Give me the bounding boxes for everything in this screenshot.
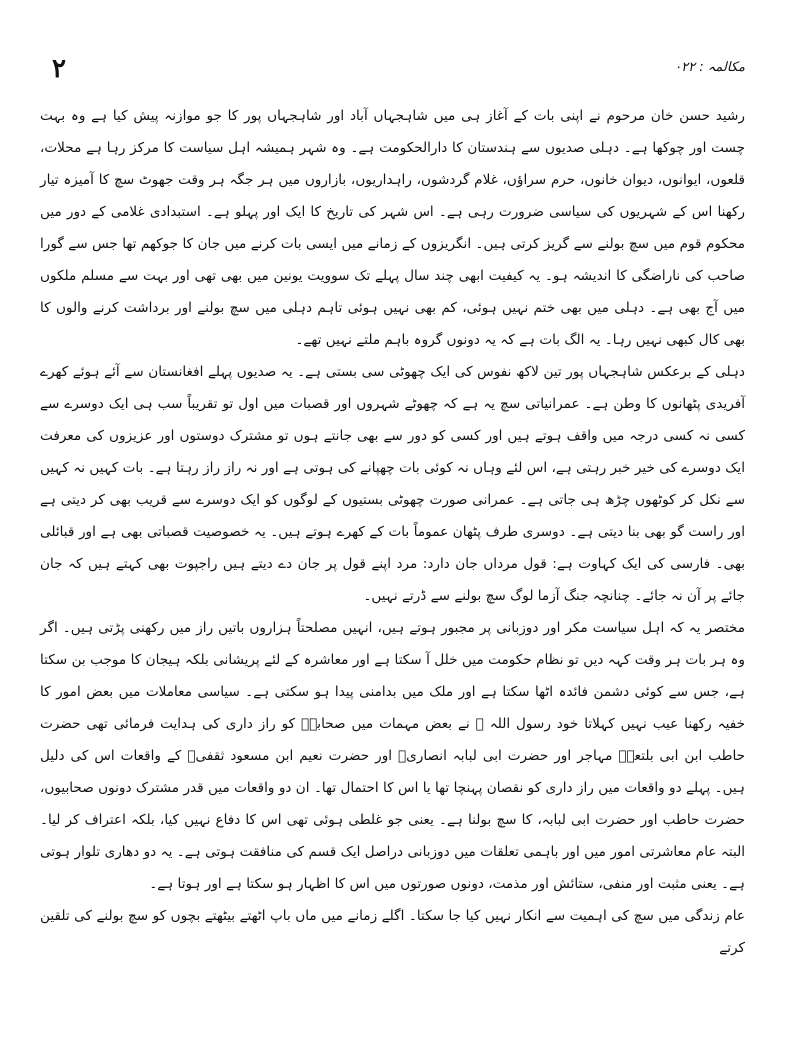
running-title: مکالمہ : ٠٢٢ [674, 60, 745, 75]
article-body [40, 100, 745, 964]
page-number: ٢ [52, 54, 66, 84]
paragraph-1: رشید حسن خان مرحوم نے اپنی بات کے آغاز ہی میں شاہجہاں آباد اور شاہجہاں پور کا جو موازنہ پیش کیا ہے وہ بہت چست اور چوکھا ہے۔ دہلی صدیوں سے ہندستان کا دارالحکومت ہے۔ وہ شہر ہمیشہ اہل سیاست کا مرکز رہا ہے محلات، قلعوں، ایوانوں، دیوان خانوں، حرم سراؤں، غلام گردشوں، راہداریوں، بازاروں میں ہر جگہ ہر وقت جھوٹ سچ کا آمیزہ تیار رکھنا اس کے شہریوں کی سیاسی ضرورت رہی ہے۔ اس شہر کی تاریخ کا ایک اور پہلو ہے۔ استبدادی غلامی کے دور میں محکوم قوم میں سچ بولنے سے گریز کرتی ہیں۔ انگریزوں کے زمانے میں ایسی بات کرنے میں جان کا جوکھم تھا جس سے گورا صاحب کی ناراضگی کا اندیشہ ہو۔ یہ کیفیت ابھی چند سال پہلے تک سوویت یونین میں بھی تھی اور بہت سے مسلم ملکوں میں آج بھی ہے۔ دہلی میں بھی ختم نہیں ہوئی، کم بھی نہیں ہوئی تاہم دہلی میں سچ بولنے اور برداشت کرنے والوں کا بھی کال کبھی نہیں رہا۔ یہ الگ بات ہے کہ یہ دونوں گروہ باہم ملتے نہیں تھے۔ [40, 108, 745, 348]
paragraph-2: دہلی کے برعکس شاہجہاں پور تین لاکھ نفوس کی ایک چھوٹی سی بستی ہے۔ یہ صدیوں پہلے افغانستان سے آئے ہوئے کھرے آفریدی پٹھانوں کا وطن ہے۔ عمرانیاتی سچ یہ ہے کہ چھوٹے شہروں اور قصبات میں اول تو تقریباً سب ہی ایک دوسرے سے کسی نہ کسی درجہ میں واقف ہوتے ہیں اور کسی کو دور سے بھی جانتے ہوں تو مشترک دوستوں اور عزیزوں کی معرفت ایک دوسرے کی خیر خبر رہتی ہے، اس لئے وہاں نہ کوئی بات چھپانے کی ہوتی ہے اور نہ راز راز رہتا ہے۔ بات کہیں نہ کہیں سے نکل کر کوٹھوں چڑھ ہی جاتی ہے۔ عمرانی صورت چھوٹی بستیوں کے لوگوں کو ایک دوسرے سے قریب بھی کر دیتی ہے اور راست گو بھی بنا دیتی ہے۔ دوسری طرف پٹھان عموماً بات کے کھرے ہوتے ہیں۔ یہ خصوصیت قصباتی بھی ہے اور قبائلی بھی۔ فارسی کی ایک کہاوت ہے: قول مرداں جان دارد: مرد اپنے قول پر جان دے دیتے ہیں راجپوت بھی کہتے ہیں کہ جان جائے پر آن نہ جائے۔ چنانچہ جنگ آزما لوگ سچ بولنے سے ڈرتے نہیں۔ [40, 364, 745, 604]
paragraph-4: عام زندگی میں سچ کی اہمیت سے انکار نہیں کیا جا سکتا۔ اگلے زمانے میں ماں باپ اٹھتے بیٹھتے بچوں کو سچ بولنے کی تلقین کرتے [40, 908, 745, 956]
page-header [40, 48, 753, 88]
paragraph-3: مختصر یہ کہ اہل سیاست مکر اور دوزبانی پر مجبور ہوتے ہیں، انہیں مصلحتاً ہزاروں باتیں راز میں رکھنی پڑتی ہیں۔ اگر وہ ہر بات ہر وقت کہہ دیں تو نظام حکومت میں خلل آ سکتا ہے اور معاشرہ کے لئے پریشانی بلکہ ہیجان کا موجب بن سکتا ہے، جس سے کوئی دشمن فائدہ اٹھا سکتا ہے اور ملک میں بدامنی پیدا ہو سکتی ہے۔ سیاسی معاملات میں بعض امور کا خفیہ رکھنا عیب نہیں کہلاتا خود رسول اللہ ﷺ نے بعض مہمات میں صحابہؓ کو راز داری کی ہدایت فرمائی تھی حضرت حاطب ابن ابی بلتعہؓ مہاجر اور حضرت ابی لبابہ انصاریؓ اور حضرت نعیم ابن مسعود ثقفیؓ کے واقعات اس کی دلیل ہیں۔ پہلے دو واقعات میں راز داری کو نقصان پہنچا تھا یا اس کا احتمال تھا۔ ان دو واقعات میں قدر مشترک دونوں صحابیوں، حضرت حاطب اور حضرت ابی لبابہ، کا سچ بولنا ہے۔ یعنی جو غلطی ہوئی تھی اس کا دفاع نہیں کیا، بلکہ اعتراف کر لیا۔ البتہ عام معاشرتی امور میں اور باہمی تعلقات میں دوزبانی دراصل ایک قسم کی منافقت ہوتی ہے۔ یہ دو دھاری تلوار ہوتی ہے۔ یعنی مثبت اور منفی، ستائش اور مذمت، دونوں صورتوں میں اس کا اظہار ہو سکتا ہے اور ہوتا ہے۔ [40, 620, 745, 892]
